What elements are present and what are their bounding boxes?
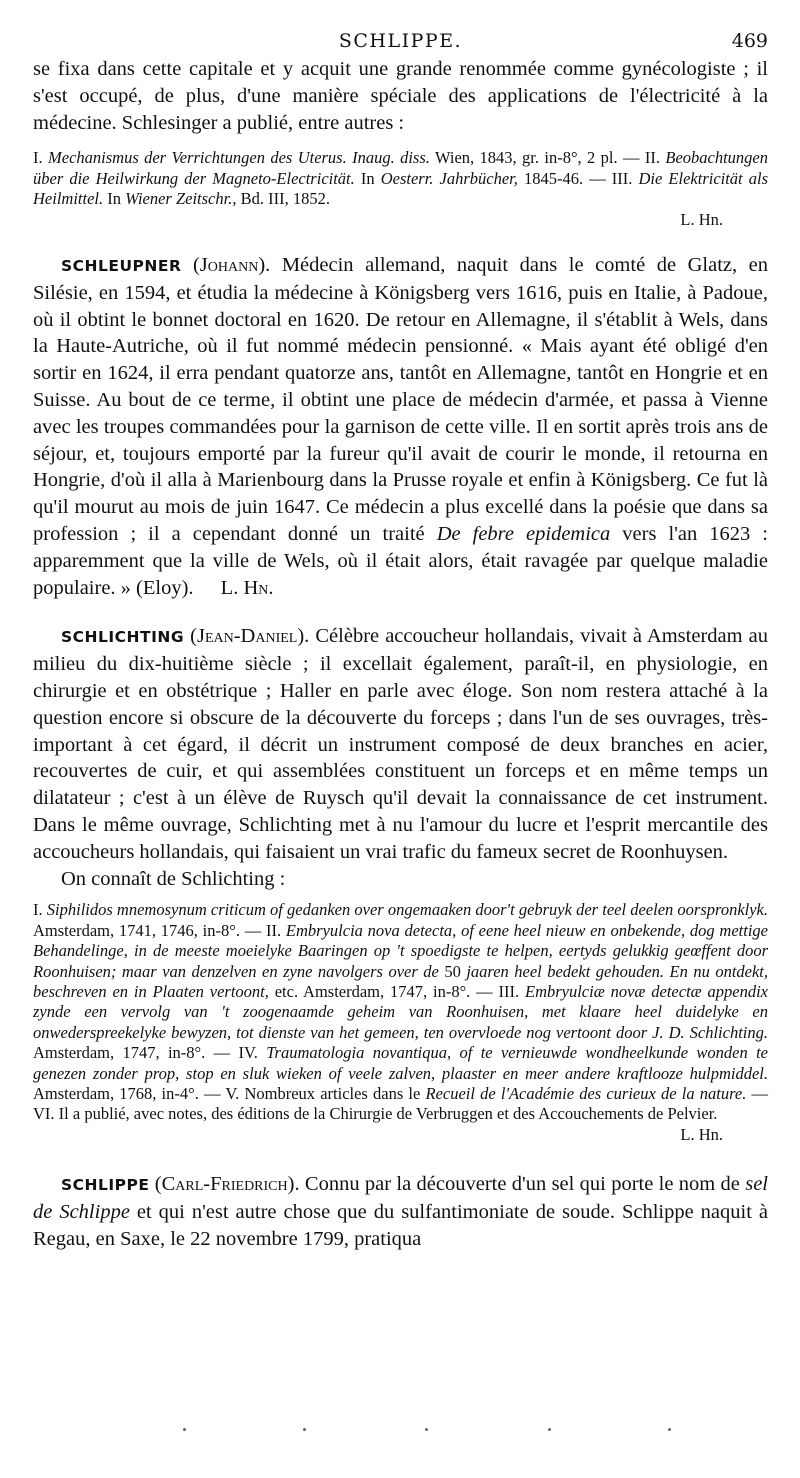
italic-text: De febre epidemica [436,522,611,545]
entry-schleupner [33,252,768,601]
text-run: In [103,189,126,209]
headword: SCHLIPPE [61,1176,150,1195]
page-bottom-specks [0,1428,800,1448]
italic-text: Recueil de l'Académie des curieux de la nature. [425,1084,747,1103]
entry-paragraph [33,252,768,601]
bibliography-schlichting [33,900,768,1124]
entry-text [33,254,768,599]
entry-paragraph [33,1171,768,1252]
italic-text: jaaren heel bedekt gehouden. En nu ontdekt, beschreven en in Plaaten vertoont, [33,961,769,1001]
bibliography-schlesinger [33,148,768,209]
text-run: Amsterdam, 1741, 1746, in-8°. — II. [33,920,286,940]
text-run: etc. Amsterdam, 1747, in-8°. — III. [268,981,525,1001]
entry-schlesinger [33,56,768,136]
italic-text: Embryulcia nova detecta, of eene heel nieuw en onbekende, dog mettige Behandelinge, in de meeste moeielyke Baaringen op 't spoedigste te helpen, eertyds gelukkig geœffent door Roonhuisen; maar van denzelven en zyne navolgers over de [33,920,768,981]
text-run: Médecin allemand, naquit dans le comté de Glatz, en Silésie, en 1594, et étudia la médecine à Königsberg vers 1616, puis en Italie, à Padoue, où il obtint le bonnet doctoral en 1620. De retour en Allemagne, il s'établit à Wels, dans la Haute-Autriche, où il fut nommé médecin pensionné. « Mais ayant été obligé d'en sortir en 1624, il erra pendant quatorze ans, tantôt en Allemagne, tantôt en Hongrie et en Suisse. Au bout de ce terme, il obtint une place de médecin d'armée, et passa à Vienne avec les troupes commandées pour la garnison de cette ville. Il en sortit après trois ans de séjour, et, toujours emporté par la fureur qu'il avait de courir le monde, il retourna en Hongrie, d'où il alla à Marienbourg dans la Prusse royale et enfin à Königsberg. Ce fut là qu'il mourut au mois de juin 1647. Ce médecin a plus excellé dans la poésie que dans sa profession ; il a cependant donné un traité [33,254,768,545]
italic-text: Siphilidos mnemosynum criticum of gedanken over ongemaaken door't gebruyk der teel deelen oorspronklyk. [46,900,768,920]
text-run: Wien, 1843, gr. in-8°, 2 pl. — II. [429,148,666,168]
italic-text: Beobachtungen über die Heilwirkung der Magneto-Electricität. [33,148,769,188]
given-name: (Jean-Daniel). [190,625,310,648]
entry-paragraph [33,623,768,865]
italic-text: Oesterr. Jahrbücher, [380,168,518,188]
italic-text: Wiener Zeitschr., [125,189,237,209]
text-run: In [354,168,381,188]
headword: SCHLICHTING [61,628,185,647]
text-run: Amsterdam, 1747, in-8°. — IV. [33,1043,267,1063]
given-name: (Johann). [192,254,271,277]
entry-schlichting [33,623,768,892]
page-number: 469 [731,30,768,52]
text-run: vers l'an 1623 : apparemment que la ville de Wels, où il était alors, était ravagée par quelque maladie populaire. » (Eloy). [33,522,768,599]
text-run: et qui n'est autre chose que du sulfantimoniate de soude. Schlippe naquit à Regau, en Saxe, le 22 novembre 1799, pratiqua [33,1201,768,1250]
works-intro: On connaît de Schlichting : [61,867,286,890]
given-name: (Carl-Friedrich). [154,1173,300,1196]
running-title: SCHLIPPE. [338,30,463,52]
italic-text: Die Elektricität als Heilmittel. [33,168,768,209]
text-run: Connu par la découverte d'un sel qui porte le nom de [299,1173,746,1196]
headword: SCHLEUPNER [61,257,182,276]
italic-text: sel de Schlippe [33,1173,768,1224]
text-run: I. [33,148,48,168]
text-run: 1845-46. — III. [517,168,639,188]
italic-text: Traumatologia novantiqua, of te vernieuwde wondheelkunde wonden te genezen zonder prop, stop en sluk wieken of veele zalven, plaaster en meer andere kraftlooze hulpmiddel. [33,1043,768,1083]
text-run: Amsterdam, 1768, in-4°. — V. Nombreux articles dans le [33,1084,426,1103]
page [33,22,768,1253]
running-header [33,22,768,56]
signature: L. Hn. [680,1124,723,1144]
signature: L. Hn. [220,576,274,599]
italic-text: Embryulciæ novæ detectæ appendix zynde een vervolg van 't zoogenaamde geheim van Roonhuisen, met klaare heel duidelyke en onwederspreekelyke bewyzen, tot dienste van het gemeen, ten overvloede nog vertoont door J. D. Schlichting. [33,981,769,1042]
italic-text: Mechanismus der Verrichtungen des Uterus. Inaug. diss. [48,148,430,168]
entry-text: Célèbre accoucheur hollandais, vivait à Amsterdam au milieu du dix-huitième siècle ; il excellait également, paraît-il, en physiologie, en chirurgie et en obstétrique ; Haller en parle avec éloge. Son nom restera attaché à la question encore si obscure de la découverte du forceps ; dans l'un de ses ouvrages, très-important à cet égard, il décrit un instrument composé de deux branches en acier, recouvertes de cuir, et qui assemblées constituent un forceps et en même temps un dilatateur ; c'est à un élève de Ruysch qu'il devait la connaissance de cet instrument. Dans le même ouvrage, Schlichting met à nu l'amour du lucre et l'esprit mercantile des accoucheurs hollandais, qui faisaient un vrai trafic du fameux secret de Roonhuysen. [33,625,768,863]
text-run: 50 [438,961,467,981]
text-run: — VI. Il a publié, avec notes, des éditions de la Chirurgie de Verbruggen et des Accouchements de Pelvier. [33,1084,768,1124]
text-run: Bd. III, 1852. [236,189,330,209]
signature: L. Hn. [680,209,723,229]
text-run: I. [33,900,47,920]
entry-text: se fixa dans cette capitale et y acquit une grande renommée comme gynécologiste ; il s'est occupé, de plus, d'une manière spéciale des applications de l'électricité à la médecine. Schlesinger a publié, entre autres : [33,58,768,134]
entry-schlippe [33,1171,768,1252]
